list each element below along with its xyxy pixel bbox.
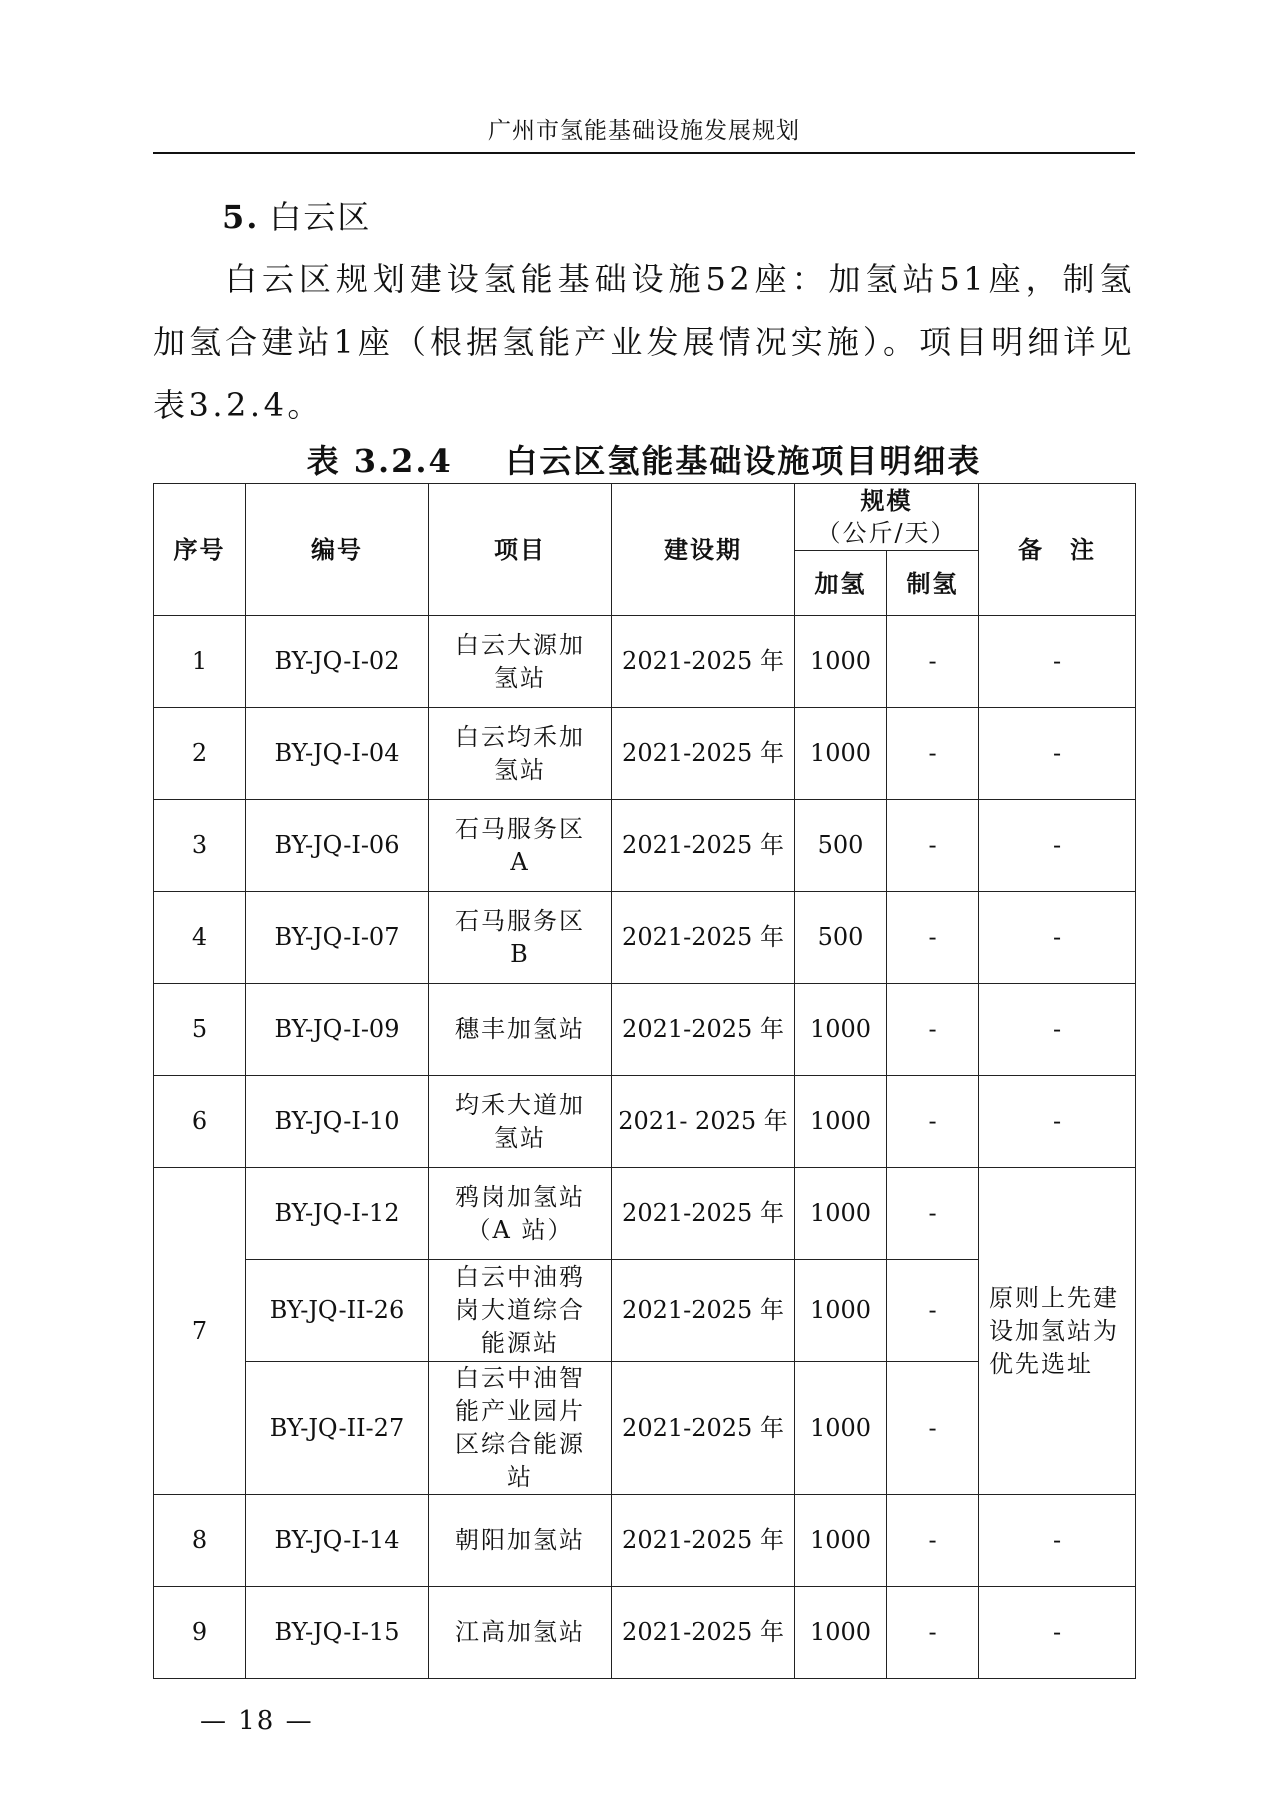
project-name-text: 白云大源加氢站 (455, 630, 585, 692)
row-hydrogenation: 1000 (795, 1587, 887, 1679)
row-hydrogenation: 1000 (795, 708, 887, 800)
row-period: 2021-2025 年 (612, 800, 795, 892)
row-code: BY-JQ-I-09 (246, 984, 429, 1076)
table-body (154, 616, 1136, 1679)
project-name-text: 均禾大道加氢站 (455, 1090, 585, 1152)
row-period: 2021-2025 年 (612, 1362, 795, 1495)
row-project (429, 892, 612, 984)
table-row (154, 1076, 1136, 1168)
row-remarks: - (979, 892, 1136, 984)
row-production: - (887, 1168, 979, 1260)
row-period: 2021-2025 年 (612, 1260, 795, 1362)
row-project (429, 984, 612, 1076)
header-project: 项目 (429, 484, 612, 616)
row-period: 2021- 2025 年 (612, 1076, 795, 1168)
row-production: - (887, 984, 979, 1076)
row-code: BY-JQ-II-27 (246, 1362, 429, 1495)
row-production: - (887, 1587, 979, 1679)
project-name-text: 白云中油鸦岗大道综合能源站 (455, 1263, 585, 1357)
row-production: - (887, 708, 979, 800)
project-name-text: 石马服务区 A (455, 814, 585, 876)
row-production: - (887, 1260, 979, 1362)
row-remarks: - (979, 1495, 1136, 1587)
project-name-text: 穗丰加氢站 (455, 1015, 585, 1043)
project-name-text: 朝阳加氢站 (455, 1526, 585, 1554)
row-hydrogenation: 500 (795, 800, 887, 892)
header-remarks: 备 注 (979, 484, 1136, 616)
row-seq: 2 (154, 708, 246, 800)
row-remarks: - (979, 708, 1136, 800)
header-scale-title: 规模 (860, 486, 913, 515)
row-remarks: - (979, 616, 1136, 708)
row-seq: 6 (154, 1076, 246, 1168)
row-code: BY-JQ-I-15 (246, 1587, 429, 1679)
row-project (429, 1362, 612, 1495)
table-caption: 表 3.2.4 白云区氢能基础设施项目明细表 (306, 442, 982, 480)
table-row (154, 616, 1136, 708)
row-hydrogenation: 1000 (795, 1260, 887, 1362)
row-project (429, 616, 612, 708)
section-number: 5. (222, 198, 260, 236)
section-paragraph: 白云区规划建设氢能基础设施52座：加氢站51座，制氢加氢合建站1座（根据氢能产业发展情况实施）。项目明细详见表3.2.4。 (153, 260, 1135, 424)
row-production: - (887, 1076, 979, 1168)
row-remarks: - (979, 984, 1136, 1076)
row-period: 2021-2025 年 (612, 1168, 795, 1260)
header-scale-unit: （公斤/天） (816, 519, 957, 547)
row-project (429, 1076, 612, 1168)
row-production: - (887, 892, 979, 984)
table-row (154, 800, 1136, 892)
row-seq: 4 (154, 892, 246, 984)
header-period: 建设期 (612, 484, 795, 616)
row-remarks: - (979, 800, 1136, 892)
header-scale (795, 484, 979, 551)
row-period: 2021-2025 年 (612, 1587, 795, 1679)
row-project (429, 1587, 612, 1679)
row-hydrogenation: 1000 (795, 1362, 887, 1495)
header-code: 编号 (246, 484, 429, 616)
row-code: BY-JQ-I-04 (246, 708, 429, 800)
project-table (153, 483, 1136, 1679)
row-project (429, 1168, 612, 1260)
row-period: 2021-2025 年 (612, 616, 795, 708)
row-seq: 7 (154, 1168, 246, 1495)
row-period: 2021-2025 年 (612, 984, 795, 1076)
table-row (154, 892, 1136, 984)
header-hydrogenation: 加氢 (795, 551, 887, 616)
row-remarks: - (979, 1587, 1136, 1679)
row-code: BY-JQ-I-07 (246, 892, 429, 984)
project-name-text: 白云中油智能产业园片区综合能源站 (455, 1364, 585, 1491)
page-number: — 18 — (200, 1706, 314, 1736)
table-row (154, 1495, 1136, 1587)
row-project (429, 1495, 612, 1587)
project-name-text: 鸦岗加氢站（A 站） (455, 1182, 585, 1244)
row-hydrogenation: 1000 (795, 984, 887, 1076)
header-divider (153, 152, 1135, 154)
row-project (429, 708, 612, 800)
row-seq: 1 (154, 616, 246, 708)
row-period: 2021-2025 年 (612, 1495, 795, 1587)
row-production: - (887, 1495, 979, 1587)
row-seq: 8 (154, 1495, 246, 1587)
row-production: - (887, 1362, 979, 1495)
row-hydrogenation: 1000 (795, 616, 887, 708)
row-remarks-note: 原则上先建设加氢站为优先选址 (979, 1168, 1136, 1495)
row-period: 2021-2025 年 (612, 708, 795, 800)
row-code: BY-JQ-II-26 (246, 1260, 429, 1362)
table-row (154, 708, 1136, 800)
row-remarks: - (979, 1076, 1136, 1168)
table-row (154, 1587, 1136, 1679)
table-row (154, 984, 1136, 1076)
row-production: - (887, 616, 979, 708)
section-heading (222, 192, 371, 238)
table-row (154, 1168, 1136, 1260)
row-seq: 9 (154, 1587, 246, 1679)
project-name-text: 石马服务区 B (455, 906, 585, 968)
row-code: BY-JQ-I-14 (246, 1495, 429, 1587)
row-project (429, 1260, 612, 1362)
section-title: 白云区 (269, 198, 372, 236)
row-project (429, 800, 612, 892)
row-code: BY-JQ-I-06 (246, 800, 429, 892)
header-production: 制氢 (887, 551, 979, 616)
row-hydrogenation: 1000 (795, 1495, 887, 1587)
row-seq: 5 (154, 984, 246, 1076)
row-code: BY-JQ-I-12 (246, 1168, 429, 1260)
row-hydrogenation: 1000 (795, 1168, 887, 1260)
row-hydrogenation: 500 (795, 892, 887, 984)
project-name-text: 江高加氢站 (455, 1618, 585, 1646)
row-code: BY-JQ-I-02 (246, 616, 429, 708)
project-name-text: 白云均禾加氢站 (455, 722, 585, 784)
row-period: 2021-2025 年 (612, 892, 795, 984)
header-seq: 序号 (154, 484, 246, 616)
row-seq: 3 (154, 800, 246, 892)
row-code: BY-JQ-I-10 (246, 1076, 429, 1168)
page-header-title: 广州市氢能基础设施发展规划 (488, 118, 800, 144)
row-hydrogenation: 1000 (795, 1076, 887, 1168)
row-production: - (887, 800, 979, 892)
